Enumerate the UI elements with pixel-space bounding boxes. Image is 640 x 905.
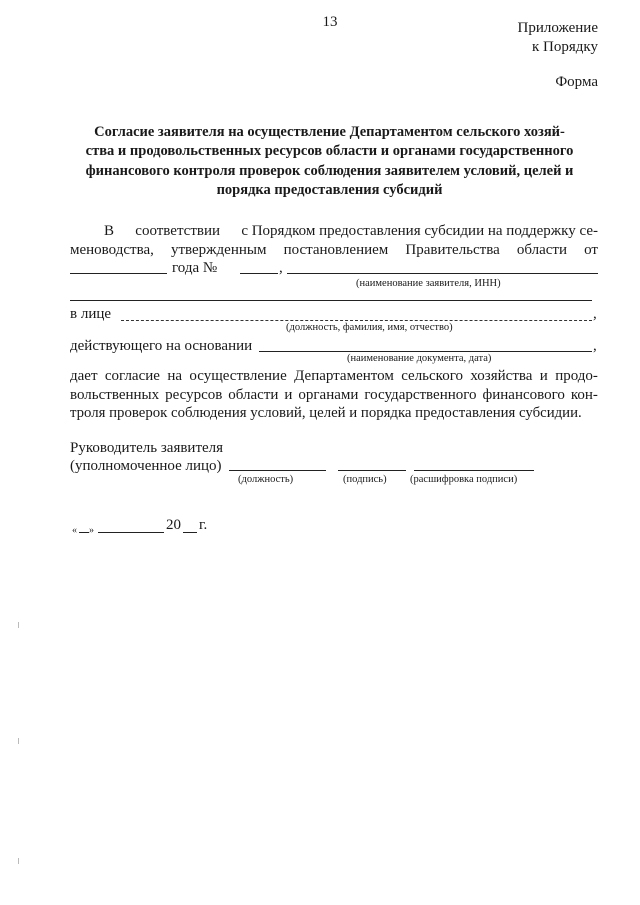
quote-open: « — [72, 525, 77, 536]
position-field[interactable] — [229, 470, 326, 471]
person-prefix: в лице — [70, 306, 112, 322]
year-suffix: г. — [199, 517, 208, 533]
word: ресурсов — [165, 387, 223, 403]
scan-mark — [18, 858, 19, 864]
word: на — [167, 368, 182, 384]
word: меноводства, — [70, 242, 154, 258]
signature-field[interactable] — [338, 470, 406, 471]
applicant-caption: (наименование заявителя, ИНН) — [356, 278, 501, 289]
basis-field[interactable] — [259, 351, 592, 352]
word: государственного — [364, 387, 477, 403]
word: соответствии — [135, 223, 221, 239]
consent-line-2 — [70, 386, 598, 405]
quote-close: » — [89, 525, 94, 536]
basis-caption: (наименование документа, дата) — [347, 353, 492, 364]
word: Правительства — [405, 242, 500, 258]
word: В — [104, 223, 115, 239]
scan-mark — [18, 738, 19, 744]
date-field[interactable] — [70, 273, 167, 274]
intro-line-2 — [70, 241, 598, 260]
word: финансового — [482, 387, 565, 403]
word: согласие — [104, 368, 160, 384]
year-field[interactable] — [183, 532, 197, 533]
signatory-subtitle: (уполномоченное лицо) — [70, 458, 222, 474]
date-caption: года № — [172, 260, 218, 276]
person-caption: (должность, фамилия, имя, отчество) — [286, 322, 453, 333]
consent-line-1 — [70, 367, 598, 386]
applicant-field-continuation[interactable] — [70, 300, 592, 301]
appendix-line: Приложение — [517, 20, 598, 36]
applicant-field[interactable] — [287, 273, 598, 274]
position-caption: (должность) — [238, 474, 294, 485]
title-line: порядка предоставления субсидий — [216, 181, 443, 198]
word: осуществление — [189, 368, 287, 384]
year-prefix: 20 — [166, 517, 181, 533]
day-field[interactable] — [79, 532, 89, 533]
word: области — [228, 387, 279, 403]
word: постановлением — [283, 242, 389, 258]
signatory-title: Руководитель заявителя — [70, 440, 224, 456]
word: Департаментом — [294, 368, 394, 384]
word: и — [539, 368, 548, 384]
page-number: 13 — [322, 14, 338, 30]
word: и — [284, 387, 293, 403]
form-label: Форма — [555, 74, 598, 90]
person-field[interactable] — [121, 320, 592, 321]
scan-mark — [18, 622, 19, 628]
number-field[interactable] — [240, 273, 278, 274]
intro-line-1 — [104, 222, 598, 241]
document-title — [62, 123, 597, 200]
decode-field[interactable] — [414, 470, 534, 471]
title-line: финансового контроля проверок соблюдения заявителем условий, целей и — [85, 162, 574, 179]
word: сельского — [401, 368, 463, 384]
word: области — [516, 242, 568, 258]
basis-prefix: действующего на основании — [70, 338, 253, 354]
word: вольственных — [70, 387, 160, 403]
appendix-reference — [517, 19, 598, 57]
word: от — [584, 242, 598, 258]
signature-caption: (подпись) — [343, 474, 387, 485]
month-field[interactable] — [98, 532, 164, 533]
word: органами — [298, 387, 359, 403]
word: хозяйства — [470, 368, 533, 384]
appendix-line: к Порядку — [532, 39, 598, 55]
word: с Порядком предоставления субсидии на поддержку се- — [241, 223, 598, 239]
consent-line-3: троля проверок соблюдения условий, целей и порядка предоставления субсидии. — [70, 405, 582, 421]
word: дает — [70, 368, 98, 384]
word: утвержденным — [170, 242, 267, 258]
word: кон- — [570, 387, 598, 403]
word: продо- — [555, 368, 598, 384]
title-line: ства и продовольственных ресурсов области и органами государственного — [85, 143, 574, 160]
title-line: Согласие заявителя на осуществление Департаментом сельского хозяй- — [94, 124, 565, 140]
decode-caption: (расшифровка подписи) — [410, 474, 518, 485]
